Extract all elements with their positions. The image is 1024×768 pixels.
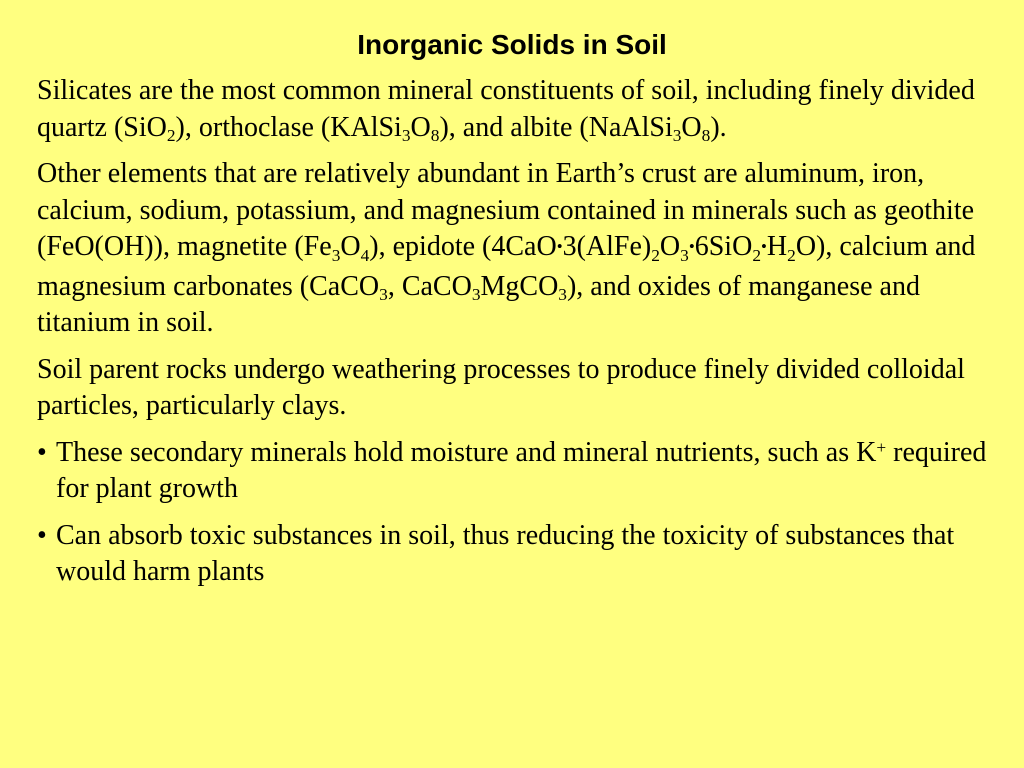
bullet-item-toxicity: [37, 518, 997, 591]
slide-title: Inorganic Solids in Soil: [357, 29, 667, 60]
paragraph-silicates: Silicates are the most common mineral constituents of soil, including finely divided quartz (SiO$_2$), orthoclase $(KAlSi_3O_8)$, and albite $(NaAlSi_3O_8)$.: [37, 75, 975, 146]
bullet-text: These secondary minerals hold moisture and mineral nutrients, such as K+ required for plant growth: [56, 436, 987, 504]
paragraph-other-elements: Other elements that are relatively abundant in Earth’s crust are aluminum, iron, calcium, sodium, potassium, and magnesium contained in minerals such as geothite (FeO(OH)), magnetite $(Fe_3O_4)$, epidote $(4CaO•3(AlFe)_2O_3•6SiO_2•H_2O)$, calcium and magnesium carbonates (CaCO$_3$, CaCO$_3$MgCO$_3$), and oxides of manganese and titanium in soil.: [37, 158, 976, 338]
bullet-item-moisture: [37, 435, 997, 508]
bullet-marker: •: [37, 436, 47, 468]
bullet-text: Can absorb toxic substances in soil, thus reducing the toxicity of substances that would harm plants: [56, 519, 955, 587]
bullet-marker: •: [37, 519, 47, 551]
paragraph-weathering: Soil parent rocks undergo weathering processes to produce finely divided colloidal particles, particularly clays.: [37, 353, 965, 421]
slide-body: [37, 73, 997, 601]
